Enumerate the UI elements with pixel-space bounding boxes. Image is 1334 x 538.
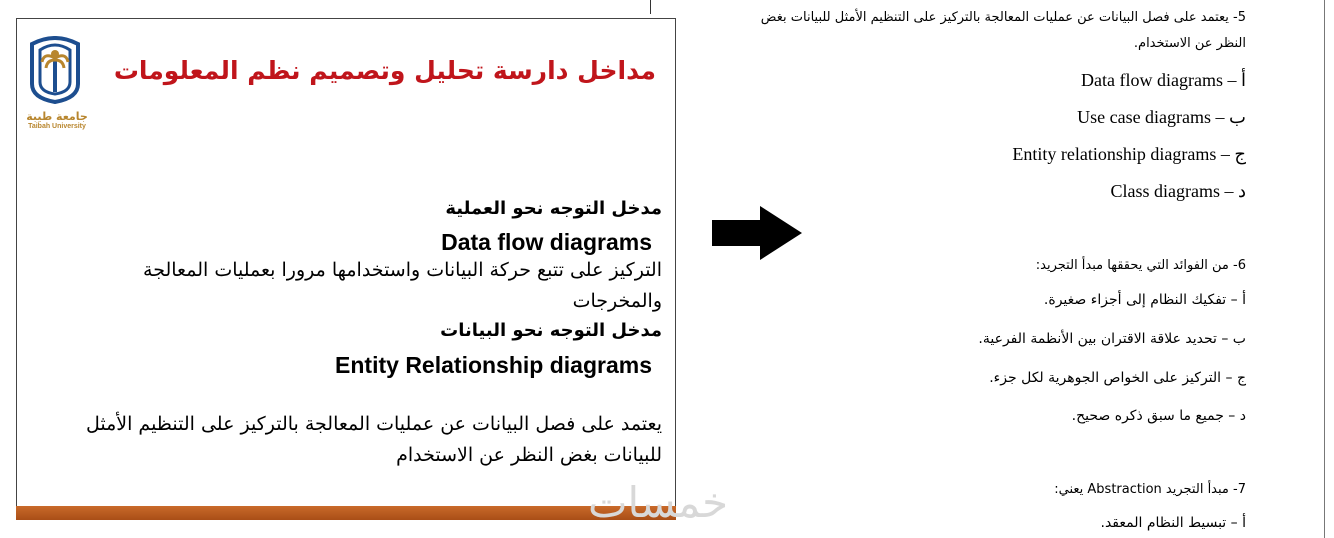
q5-option-a: أ – Data flow diagrams <box>1081 70 1246 90</box>
page-right-border <box>1324 0 1325 538</box>
q6-option-b: ب – تحديد علاقة الاقتران بين الأنظمة الفرعية. <box>978 331 1246 347</box>
q5-option-d: د – Class diagrams <box>1110 181 1246 201</box>
data-heading: مدخل التوجه نحو البيانات <box>440 320 662 341</box>
process-heading: مدخل التوجه نحو العملية <box>445 198 662 219</box>
data-description-line2: للبيانات بغض النظر عن الاستخدام <box>396 444 662 466</box>
logo-arabic-text: جامعة طيبة <box>26 110 88 123</box>
logo-english-text: Taibah University <box>28 123 86 130</box>
q6-option-d: د – جميع ما سبق ذكره صحيح. <box>1071 408 1246 424</box>
process-description-line2: والمخرجات <box>572 290 662 312</box>
process-description-line1: التركيز على تتبع حركة البيانات واستخدامها مرورا بعمليات المعالجة <box>143 259 662 281</box>
q5-option-b: ب – Use case diagrams <box>1077 107 1246 127</box>
slide-title: مداخل دارسة تحليل وتصميم نظم المعلومات <box>113 56 656 85</box>
right-arrow-icon <box>712 206 802 260</box>
q6-option-c: ج – التركيز على الخواص الجوهرية لكل جزء. <box>989 370 1246 386</box>
q5-stem-line2: النظر عن الاستخدام. <box>1133 36 1246 51</box>
data-description-line1: يعتمد على فصل البيانات عن عمليات المعالجة بالتركيز على التنظيم الأمثل <box>85 413 662 435</box>
page-edge-line <box>650 0 651 14</box>
university-logo <box>22 36 88 136</box>
q6-option-a: أ – تفكيك النظام إلى أجزاء صغيرة. <box>1043 292 1246 308</box>
palm-logo-icon <box>22 36 88 106</box>
q7-option-a: أ – تبسيط النظام المعقد. <box>1100 515 1246 531</box>
q5-stem-line1: 5- يعتمد على فصل البيانات عن عمليات المعالجة بالتركيز على التنظيم الأمثل للبيانات بغض <box>760 10 1246 25</box>
q6-stem: 6- من الفوائد التي يحققها مبدأ التجريد: <box>1035 258 1246 273</box>
process-english-term: Data flow diagrams <box>441 229 652 255</box>
q5-option-c: ج – Entity relationship diagrams <box>1012 144 1246 164</box>
slide-footer-bar <box>16 506 676 520</box>
watermark-text: خمسات <box>588 478 729 527</box>
q7-stem: 7- مبدأ التجريد Abstraction يعني: <box>1054 482 1246 497</box>
data-english-term: Entity Relationship diagrams <box>335 352 652 378</box>
